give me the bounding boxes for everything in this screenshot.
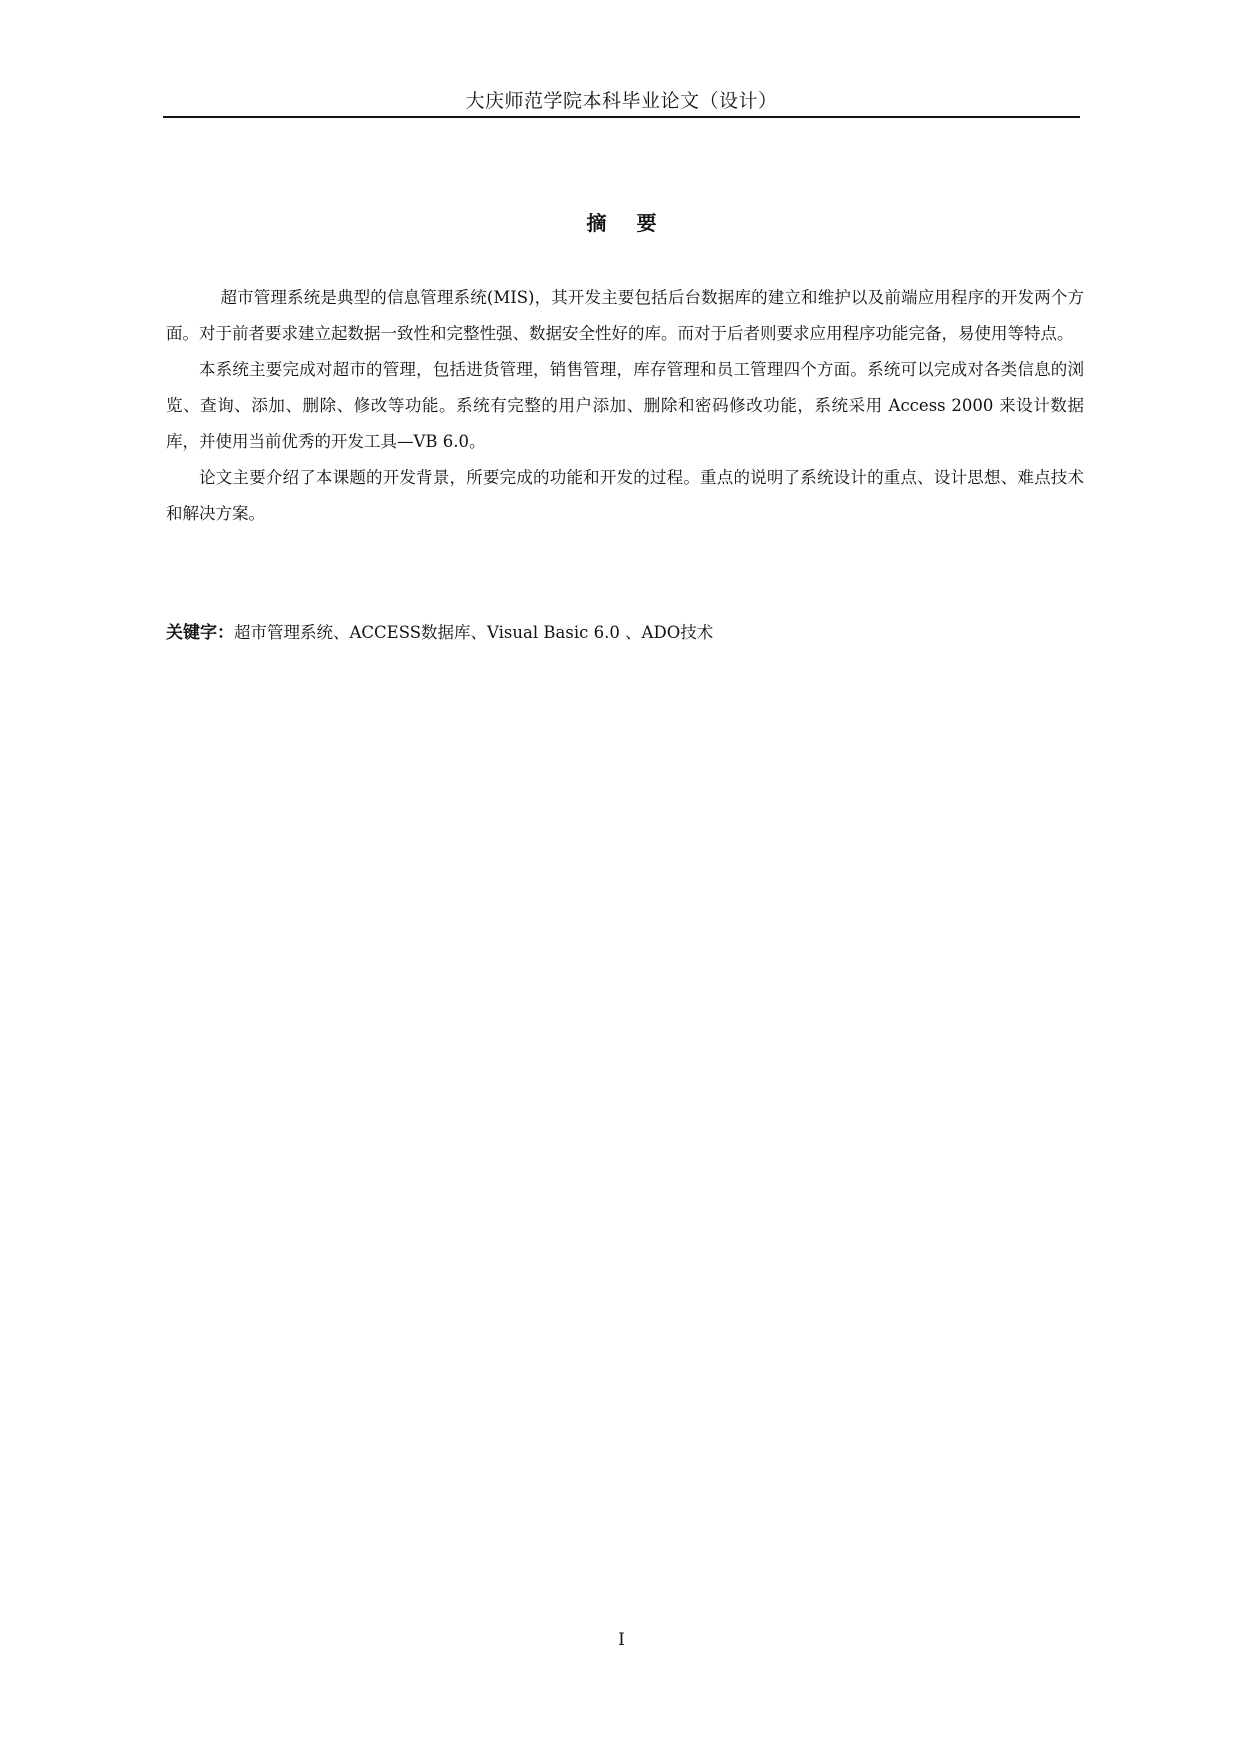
abstract-paragraph-2: 本系统主要完成对超市的管理，包括进货管理，销售管理，库存管理和员工管理四个方面。系统可以完成对各类信息的浏览、查询、添加、删除、修改等功能。系统有完整的用户添加、删除和密码修改功能，系统采用 Access 2000 来设计数据库，并使用当前优秀的开发工具—VB 6.0。 — [166, 360, 1084, 451]
page-header: 大庆师范学院本科毕业论文（设计） — [465, 90, 778, 112]
header-divider — [163, 116, 1080, 118]
keywords-line — [166, 618, 1084, 648]
abstract-paragraph-1: 超市管理系统是典型的信息管理系统(MIS)，其开发主要包括后台数据库的建立和维护以及前端应用程序的开发两个方面。对于前者要求建立起数据一致性和完整性强、数据安全性好的库。而对于后者则要求应用程序功能完备，易使用等特点。 — [166, 288, 1084, 343]
abstract-body — [166, 280, 1084, 532]
keywords-text: 超市管理系统、ACCESS数据库、Visual Basic 6.0 、ADO技术 — [234, 623, 714, 642]
keywords-label: 关键字： — [166, 623, 234, 643]
abstract-title: 摘要 — [586, 211, 687, 235]
abstract-paragraph-3: 论文主要介绍了本课题的开发背景，所要完成的功能和开发的过程。重点的说明了系统设计的重点、设计思想、难点技术和解决方案。 — [166, 468, 1084, 523]
page-number: I — [618, 1630, 625, 1650]
